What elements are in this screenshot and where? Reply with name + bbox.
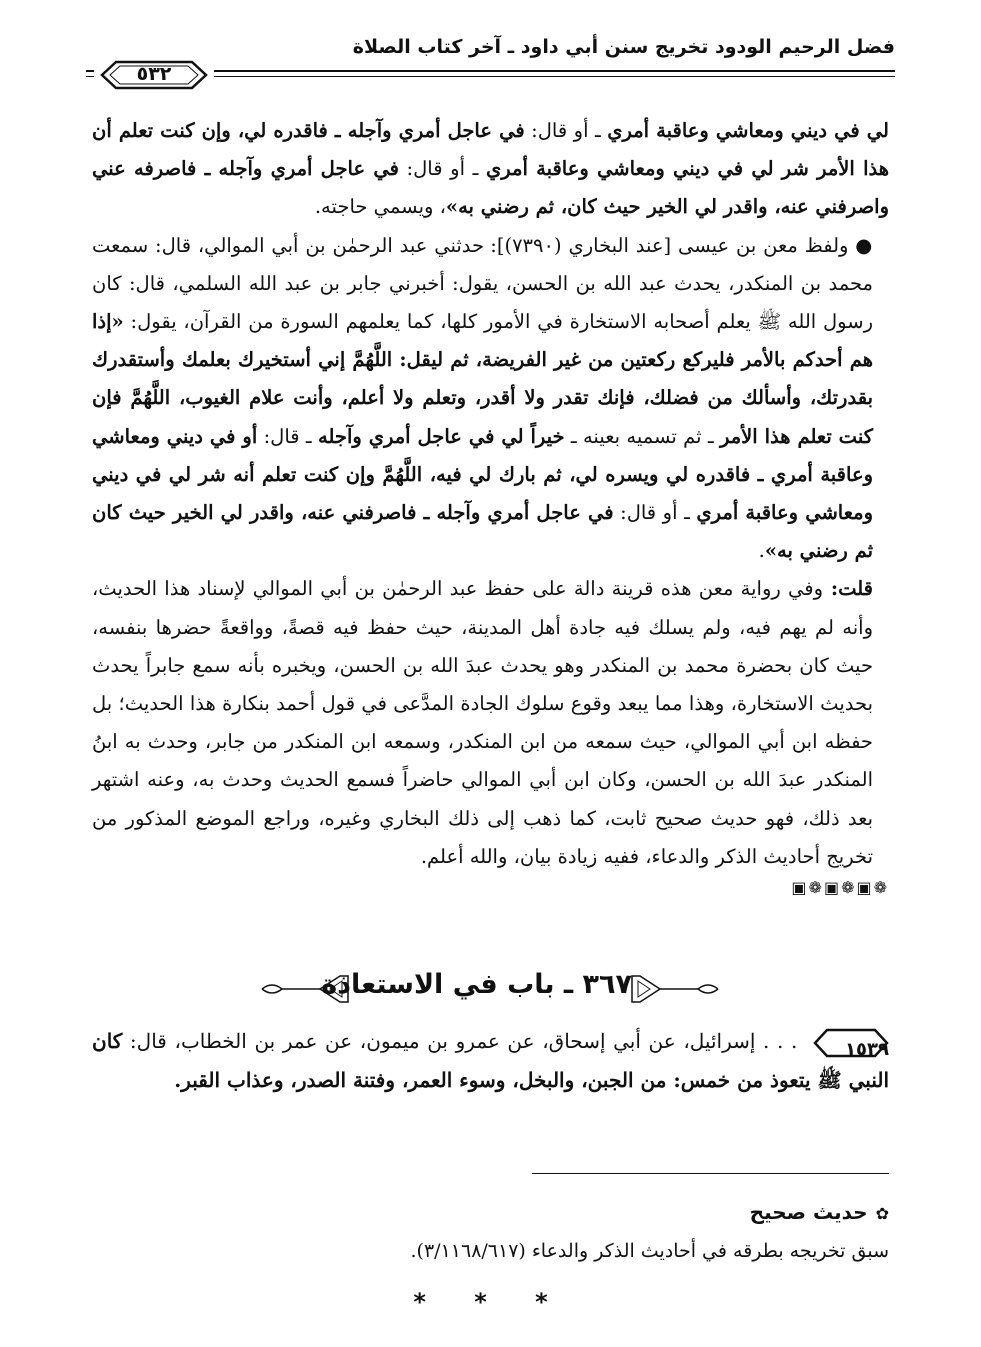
page-number: ٥٣٢ (136, 63, 172, 85)
commentary-label: قلت: (823, 577, 873, 601)
text-plain: ـ أو قال: (398, 157, 487, 181)
page-number-badge (94, 58, 214, 92)
text-plain: ـ أو قال: (524, 119, 608, 142)
chapter-heading (260, 965, 720, 1015)
text-bold: «إذا هم أحدكم بالأمر فليركع ركعتين من غير الفريضة، ثم ليقل: اللَّهُمَّ إني أستخيرك بعلمك وأستقدرك بقدرتك، وأسألك من فضلك، فإنك تقدر ولا أقدر، وتعلم ولا أعلم، وأنت علام الغيوب، اللَّهُمَّ فإن كنت تعلم هذا الأمر (92, 310, 873, 448)
footnote-separator (532, 1173, 889, 1174)
section-ornament: ❁▣❁▣❁▣ (791, 878, 889, 898)
paragraph-continuation (92, 112, 889, 227)
end-stars: * * * (413, 1288, 568, 1316)
flower-icon: ✿ (875, 1204, 889, 1223)
hadith-number-badge (813, 1028, 889, 1058)
paragraph-maan-narration (92, 227, 889, 571)
text-plain: ، ويسمي حاجته. (314, 195, 446, 219)
text-plain: ـ قال: (257, 424, 318, 448)
hadith-matn: كان النبي ﷺ يتعوذ من خمس: من الجبن، والبخل، وسوء العمر، وفتنة الصدر، وعذاب القبر. (92, 1029, 889, 1092)
text-plain: ـ أو قال: (613, 501, 697, 525)
text-bold: في عاجل أمري وآجله ـ فاقدره لي، وإن كنت تعلم أن هذا الأمر شر لي في ديني ومعاشي وعاقبة أمري (92, 119, 890, 181)
text-bold: لي في ديني ومعاشي وعاقبة أمري (607, 119, 889, 142)
text-bold: في عاجل أمري وآجله ـ فاصرفني عنه، واقدر لي الخير حيث كان ثم رضني به» (92, 501, 873, 563)
chapter-title: ٣٦٧ ـ باب في الاستعاذة (321, 969, 632, 1000)
grading-note: سبق تخريجه بطرقه في أحاديث الذكر والدعاء (٣/١١٦٨/٦١٧). (410, 1240, 889, 1262)
hadith-entry (92, 1022, 889, 1100)
hadith-grading (750, 1200, 889, 1224)
text-plain: وفي رواية معن هذه قرينة دالة على حفظ عبد الرحمٰن بن أبي الموالي لإسناد هذا الحديث، وأنه لم يهم فيه، ولم يسلك فيه جادة أهل المدينة، حيث حفظ فيه قصةً، وواقعةً حضرها بنفسه، حيث كان بحضرة محمد بن المنكدر وهو يحدث عبدَ الله بن الحسن، ويخبره بأنه سمع جابراً يحدث بحديث الاستخارة، وهذا مما يبعد وقوع سلوك الجادة المدَّعى في قول أحمد بنكارة هذا الحديث؛ بل حفظه ابن أبي الموالي، حيث سمعه من ابن المنكدر، وسمعه ابن المنكدر من جابر، وحدث به ابنُ المنكدر عبدَ الله بن الحسن، وكان ابن أبي الموالي حاضراً فسمع الحديث وحدث به، وعنه اشتهر بعد ذلك، فهو حديث صحيح ثابت، كما ذهب إلى ذلك البخاري وغيره، وراجع الموضع المذكور من تخريج أحاديث الذكر والدعاء، ففيه زيادة بيان، والله أعلم. (92, 577, 873, 868)
text-bold: خيراً لي في عاجل أمري وآجله (317, 424, 565, 448)
text-plain: ـ ثم تسميه بعينه ـ (564, 424, 720, 448)
running-title: فضل الرحيم الودود تخريج سنن أبي داود ـ آخر كتاب الصلاة (352, 36, 895, 58)
hadith-number: ١٥٣٩ (845, 1038, 889, 1060)
hadith-chain: . . . إسرائيل، عن أبي إسحاق، عن عمرو بن ميمون، عن عمر بن الخطاب، قال: (122, 1029, 805, 1053)
heading-flourish-right-icon (630, 971, 720, 1007)
main-text (92, 112, 889, 902)
text-plain: ● ولفظ معن بن عيسى [عند البخاري (٧٣٩٠)]: حدثني عبد الرحمٰن بن أبي الموالي، قال: سمعت محمد بن المنكدر، يحدث عبد الله بن الحسن، يقول: أخبرني جابر بن عبد الله السلمي، قال: كان رسول الله ﷺ يعلم أصحابه الاستخارة في الأمور كلها، كما يعلمهم السورة من القرآن، يقول: (92, 233, 873, 334)
text-plain: . (758, 539, 765, 563)
text-bold: أو في ديني ومعاشي وعاقبة أمري ـ فاقدره لي ويسره لي، ثم بارك لي فيه، اللَّهُمَّ وإن كنت تعلم أنه شر لي في ديني ومعاشي وعاقبة أمري (92, 424, 874, 525)
text-bold: في عاجل أمري وآجله ـ فاصرفه عني واصرفني عنه، واقدر لي الخير حيث كان، ثم رضني به» (92, 157, 889, 219)
page-header (86, 30, 895, 90)
grading-label: حديث صحيح (749, 1200, 868, 1224)
paragraph-commentary (92, 570, 889, 876)
